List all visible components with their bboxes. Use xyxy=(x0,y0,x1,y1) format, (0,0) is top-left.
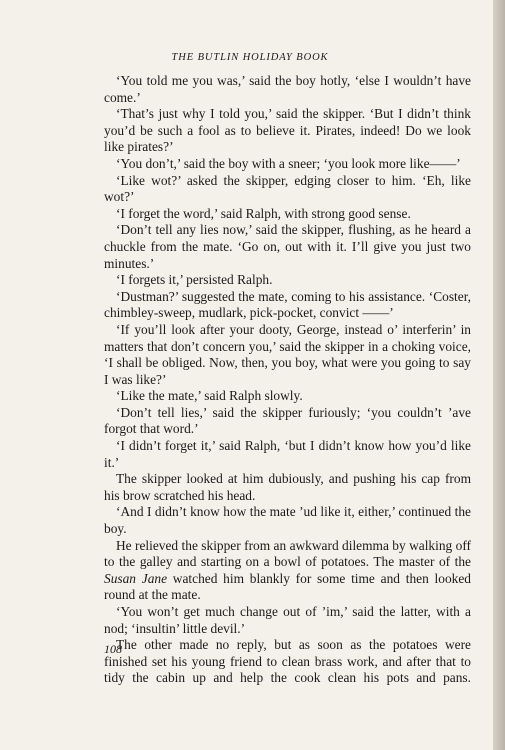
paragraph: ‘You told me you was,’ said the boy hotly, ‘else I wouldn’t have come.’ xyxy=(104,73,471,105)
paragraph: He relieved the skipper from an awkward dilemma by walking off to the galley and starting on a bowl of potatoes. The master of the Susan Jane watched him blankly for some time and then looked round at the mate. xyxy=(104,537,471,603)
page-edge-shadow xyxy=(493,0,505,750)
paragraph: ‘Dustman?’ suggested the mate, coming to his assistance. ‘Coster, chimbley-sweep, mudlark, pick-pocket, convict ——’ xyxy=(104,288,471,321)
running-head: THE BUTLIN HOLIDAY BOOK xyxy=(171,52,329,63)
page-number: 108 xyxy=(104,642,122,656)
body-text xyxy=(104,73,471,687)
paragraph: ‘If you’ll look after your dooty, George, instead o’ interferin’ in matters that don’t concern you,’ said the skipper in a choking voice, ‘I shall be obliged. Now, then, you boy, what were you going to say I was like?’ xyxy=(104,321,471,387)
paragraph: ‘You won’t get much change out of ’im,’ said the latter, with a nod; ‘insultin’ little devil.’ xyxy=(104,604,471,636)
paragraph: ‘You don’t,’ said the boy with a sneer; ‘you look more like——’ xyxy=(116,155,461,171)
paragraph: ‘I forgets it,’ persisted Ralph. xyxy=(116,272,273,288)
paragraph: ‘And I didn’t know how the mate ’ud like it, either,’ continued the boy. xyxy=(104,504,471,537)
ship-name: Susan Jane xyxy=(104,570,168,586)
paragraph: ‘Don’t tell any lies now,’ said the skipper, flushing, as he heard a chuckle from the mate. ‘Go on, out with it. I’ll give you just two minutes.’ xyxy=(104,222,471,271)
paragraph: ‘Like the mate,’ said Ralph slowly. xyxy=(116,388,303,404)
paragraph: The skipper looked at him dubiously, and pushing his cap from his brow scratched his head. xyxy=(104,471,471,503)
paragraph: ‘I forget the word,’ said Ralph, with strong good sense. xyxy=(116,205,411,221)
paragraph: ‘Like wot?’ asked the skipper, edging closer to him. ‘Eh, like wot?’ xyxy=(104,172,471,205)
paragraph: ‘I didn’t forget it,’ said Ralph, ‘but I didn’t know how you’d like it.’ xyxy=(104,438,471,470)
paragraph: ‘That’s just why I told you,’ said the skipper. ‘But I didn’t think you’d be such a fool as to believe it. Pirates, indeed! Do we look like pirates?’ xyxy=(104,106,471,155)
paragraph: ‘Don’t tell lies,’ said the skipper furiously; ‘you couldn’t ’ave forgot that word.’ xyxy=(104,404,471,437)
paragraph: The other made no reply, but as soon as the potatoes were finished set his young friend to clean brass work, and after that to tidy the cabin up and help the cook clean his pots and pans. xyxy=(104,637,471,686)
